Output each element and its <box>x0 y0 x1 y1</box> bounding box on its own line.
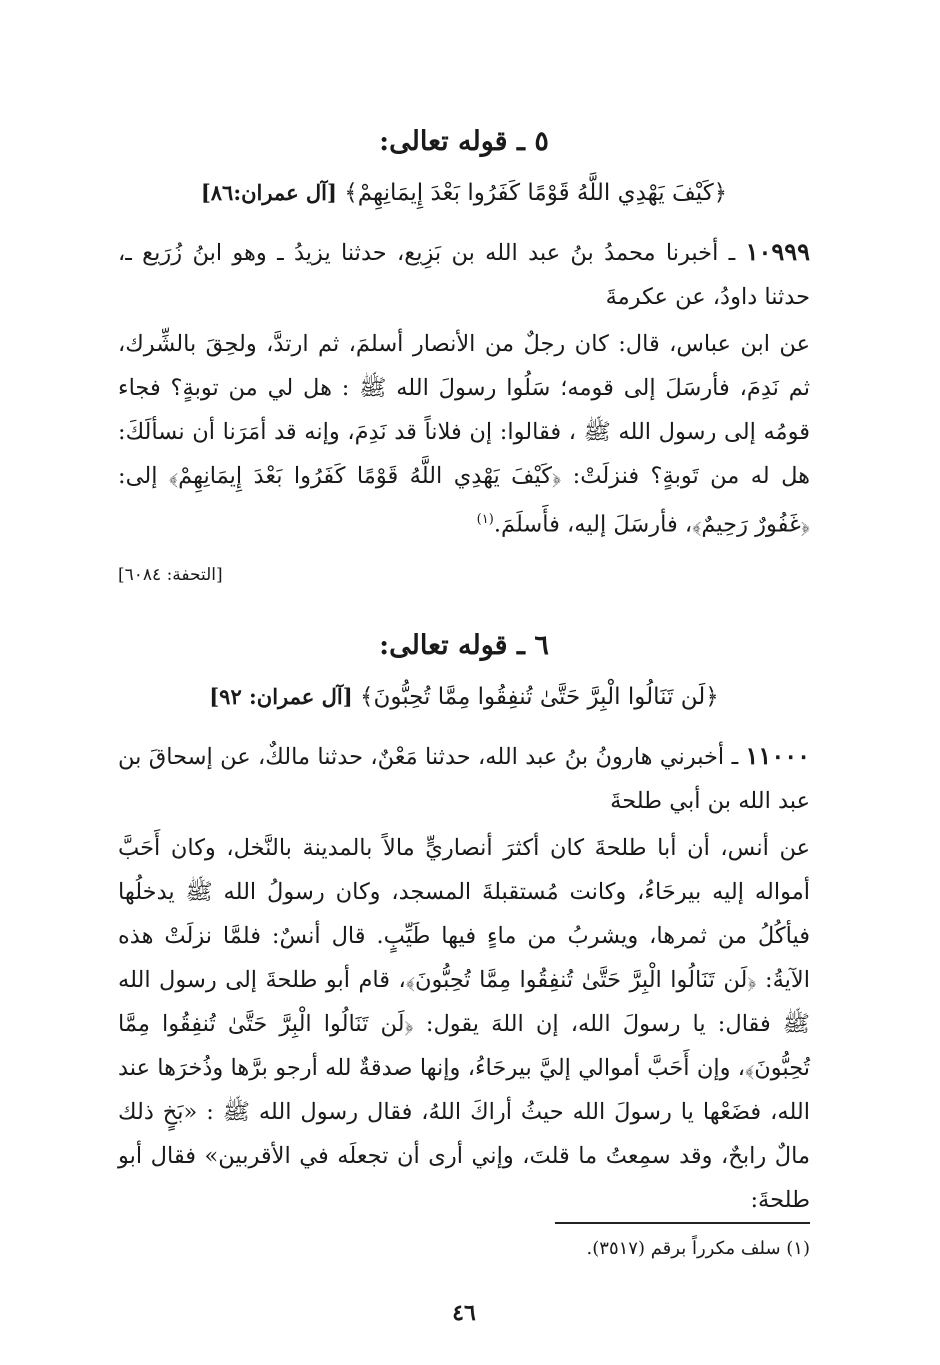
hadith-11000-matn: عن أنس، أن أبا طلحةَ كان أكثرَ أنصاريٍّ مالاً بالمدينة بالنَّخل، وكان أَحَبَّ أمواله إليه بيرحَاءُ، وكانت مُستقبلةَ المسجد، وكان رسولُ الله ﷺ يدخلُها فيأكُلُ من ثمرها، ويشربُ من ماءٍ فيها طَيِّبٍ. قال أنسٌ: فلمَّا نزلَتْ هذه الآيةُ: ﴿لَن تَنَالُوا الْبِرَّ حَتَّىٰ تُنفِقُوا مِمَّا تُحِبُّونَ﴾، قام أبو طلحةَ إلى رسول الله ﷺ فقال: يا رسولَ الله، إن اللهَ يقول: ﴿لَن تَنَالُوا الْبِرَّ حَتَّىٰ تُنفِقُوا مِمَّا تُحِبُّونَ﴾، وإن أَحَبَّ أموالي إليَّ بيرحَاءُ، وإنها صدقةٌ لله أرجو برَّها وذُخرَها عند الله، فضَعْها يا رسولَ الله حيثُ أراكَ اللهُ، فقال رسول الله ﷺ : «بَخٍ ذلك مالٌ رابحٌ، وقد سمِعتُ ما قلتَ، وإني أرى أن تجعلَه في الأقربين» فقال أبو طلحةَ: <box>118 835 810 1213</box>
section-6-verse: ﴿لَن تَنَالُوا الْبِرَّ حَتَّىٰ تُنفِقُوا مِمَّا تُحِبُّونَ﴾ <box>359 684 719 710</box>
footnote-separator <box>555 1222 810 1224</box>
hadith-10999-matn-text: عن ابن عباس، قال: كان رجلٌ من الأنصار أسلمَ، ثم ارتدَّ، ولحِقَ بالشِّرك، ثم نَدِمَ، فأرسَلَ إلى قومه؛ سَلُوا رسولَ الله ﷺ : هل لي من توبةٍ؟ فجاء قومُه إلى رسول الله ﷺ ، فقالوا: إن فلاناً قد نَدِمَ، وإنه قد أمَرَنا أن نسألَكَ: هل له من تَوبةٍ؟ فنزلَتْ: ﴿كَيْفَ يَهْدِي اللَّهُ قَوْمًا كَفَرُوا بَعْدَ إِيمَانِهِمْ﴾ إلى: ﴿غَفُورٌ رَحِيمٌ﴾، فأرسَلَ إليه، فأَسلَمَ. <box>118 331 810 538</box>
section-5-verse-ref: [آل عمران:٨٦] <box>200 180 337 205</box>
hadith-11000-number: ١١٠٠٠ <box>745 741 810 770</box>
hadith-10999-isnad <box>118 230 810 319</box>
hadith-10999-number: ١٠٩٩٩ <box>745 237 811 266</box>
section-6-heading: ٦ ـ قوله تعالى: <box>379 630 549 661</box>
section-5-verse: ﴿كَيْفَ يَهْدِي اللَّهُ قَوْمًا كَفَرُوا بَعْدَ إِيمَانِهِمْ﴾ <box>344 180 728 206</box>
book-page <box>118 0 810 1365</box>
section-6-verse-line <box>118 684 810 710</box>
footnote-marker: (١) <box>476 512 494 527</box>
section-5-verse-line <box>118 180 810 206</box>
page-number: ٤٦ <box>452 1300 476 1326</box>
section-5-heading: ٥ ـ قوله تعالى: <box>379 126 549 157</box>
hadith-10999-matn <box>118 322 810 547</box>
hadith-10999-isnad-text: ـ أخبرنا محمدُ بنُ عبد الله بن بَزِيع، حدثنا يزيدُ ـ وهو ابنُ زُرَيع ـ، حدثنا داودُ، عن عكرمةَ <box>118 240 810 310</box>
hadith-11000-isnad-text: ـ أخبرني هارونُ بنُ عبد الله، حدثنا مَعْنٌ، حدثنا مالكٌ، عن إسحاقَ بن عبد الله بن أبي طلحةَ <box>118 744 810 814</box>
hadith-11000-isnad <box>118 734 810 823</box>
section-6-verse-ref: [آل عمران: ٩٢] <box>209 684 353 709</box>
tuhfa-reference: [التحفة: ٦٠٨٤] <box>118 565 223 585</box>
footnote-text: (١) سلف مكرراً برقم (٣٥١٧). <box>586 1238 810 1259</box>
